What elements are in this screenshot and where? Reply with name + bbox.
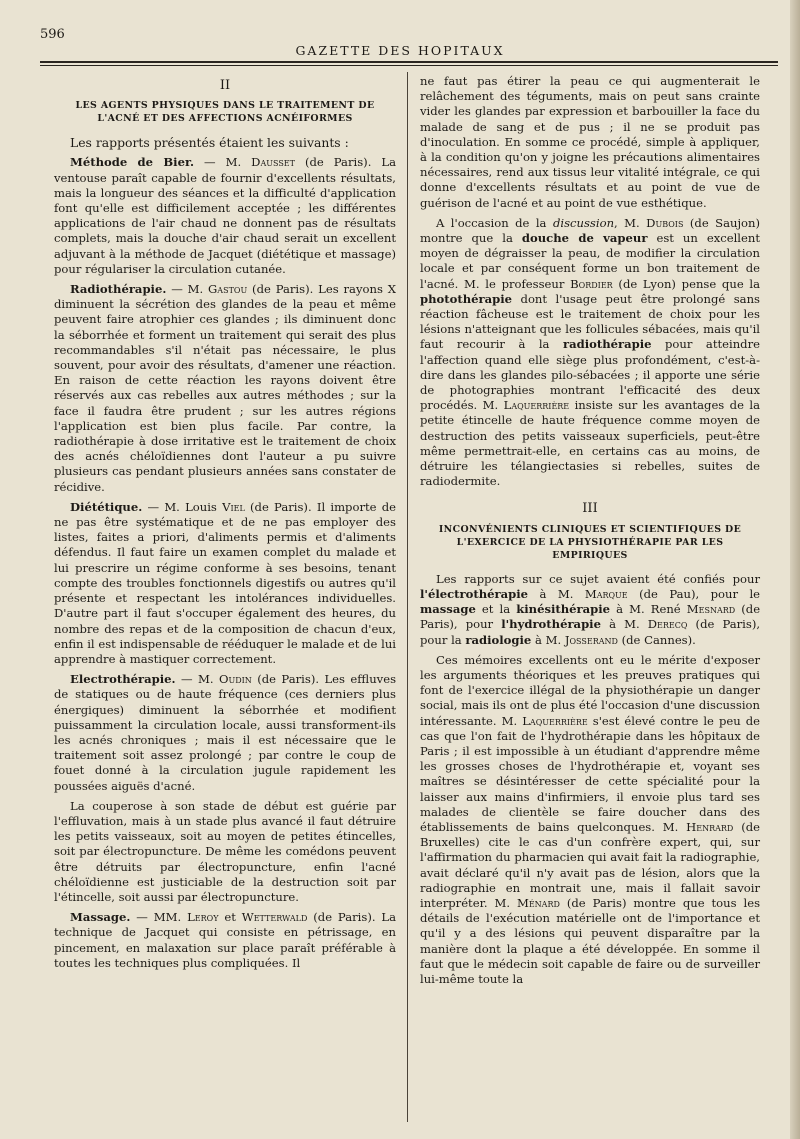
left-column	[54, 74, 396, 976]
text: , M.	[614, 215, 640, 230]
place: (de Paris).	[252, 282, 314, 297]
text: (de Paris), pour la	[420, 617, 761, 647]
author-dubois: Dubois	[646, 215, 684, 230]
paragraph-rapports	[420, 572, 760, 648]
keyword-phototherapie: photothérapie	[420, 291, 513, 306]
text: (de Lyon) pense que la	[618, 276, 761, 291]
body-text: La technique de Jacquet qui consiste en pétrissage, en pincement, en malaxation sur place paraît préférable à toutes les techniques plus compliquées. Il	[54, 910, 397, 970]
keyword-massage: massage	[420, 602, 476, 617]
section-title: INCONVÉNIENTS CLINIQUES ET SCIENTIFIQUES DE L'EXERCICE DE LA PHYSIOTHÉRAPIE PAR LES EMPIRIQUES	[438, 523, 742, 561]
paragraph-continued: ne faut pas étirer la peau ce qui augmenterait le relâchement des téguments, mais on peut sans crainte vider les glandes par expression et barbouiller la face du malade de sang et de pus ; il ne se produit pas d'inoculation. En somme ce procédé, simple à appliquer, à la condition qu'on y joigne les précautions alimentaires nécessaires, rend aux tissus leur vitalité intégrale, ce qui donne d'excellents résultats et au point de vue de guérison de l'acné et au point de vue esthétique.	[420, 74, 760, 210]
author-prefix: M. Louis	[164, 499, 217, 514]
text: (de Bruxelles) cite le cas d'un confrère expert, qui, sur l'affirmation du pharmacien qui avait fait la radiographie, avait déclaré qu'il n'y avait pas de lésion, alors que la radiographie en montrait une, mais il fallait savoir interpréter. M.	[420, 819, 760, 910]
text: à M.	[534, 632, 562, 647]
author-oudin: Oudin	[218, 672, 252, 687]
paragraph-bier: Méthode de Bier. — M. Dausset (de Paris). La ventouse paraît capable de fournir d'excellents résultats, mais la longueur des séances et la difficulté d'application font qu'elle est difficilement acceptée ; les différentes applications de l'air chaud ne donnent pas de résultats complets, mais la douche d'air chaud serait un excellent adjuvant à la méthode de Jacquet (diététique et massage) pour régulariser la circulation cutanée.	[54, 155, 397, 276]
author-josserand: Josserand	[564, 632, 618, 647]
author-henrard: Henrard	[686, 819, 734, 834]
author-wetterwald: Wetterwald	[241, 910, 308, 925]
right-column	[420, 74, 760, 992]
text: dont l'usage peut être prolongé sans réaction fâcheuse est le traitement de choix pour les lésions n'atteignant que les follicules sébacées, mais qu'il faut recourir à la	[420, 291, 761, 352]
author-laquerriere: Laquerrière	[503, 398, 570, 413]
author-marque: Marque	[584, 586, 628, 601]
place: (de Paris).	[250, 499, 312, 514]
heading-massage: Massage.	[70, 910, 131, 925]
section-title: LES AGENTS PHYSIQUES DANS LE TRAITEMENT DE L'ACNÉ ET DES AFFECTIONS ACNÉIFORMES	[75, 100, 375, 125]
text: s'est élevé contre le peu de cas que l'on fait de l'hydrothérapie dans les hôpitaux de Paris ; il est impossible à un étudiant d'apprendre même les grosses choses de l'hydrothérapie et, voyant ses maîtres se désintéresser de cette spécialité pour la laisser aux mains d'infirmiers, il envoie plus tard ses malades de clientèle se faire doucher dans des établissements de bains quelconques. M.	[420, 713, 761, 834]
paragraph-radiotherapie: Radiothérapie. — M. Gastou (de Paris). Les rayons X diminuent la sécrétion des glandes de la peau et même peuvent faire atrophier ces glandes ; ils diminuent donc la séborrhée et forment un traitement qui serait des plus recommandables s'il n'était pas nécessaire, le plus souvent, pour avoir des résultats, d'amener une réaction. En raison de cette réaction les rayons doivent être réservés aux cas rebelles aux autres méthodes ; sur la face il faudra être prudent ; sur les autres régions l'application est bien plus facile. Par contre, la radiothérapie à dose irritative est le traitement de choix des acnés chéloïdiennes dont l'auteur a pu suivre plusieurs cas pendant plusieurs années sans constater de récidive.	[54, 282, 396, 494]
author-derecq: Derecq	[647, 617, 688, 632]
section-number: II	[219, 78, 231, 93]
body-text: Les effluves de statiques ou de haute fréquence (ces derniers plus énergiques) diminuent la séborrhée et modifient puissamment la circulation locale, aussi transforment-ils les acnés chroniques ; mais il est nécessaire que le traitement soit assez prolongé ; par contre le coup de fouet donné à la circulation jugule rapidement les poussées aiguës d'acné.	[54, 672, 397, 793]
paragraph-dietetique: Diététique. — M. Louis Viel (de Paris). Il importe de ne pas être systématique et de ne pas employer des listes, faites a priori, d'aliments permis et d'aliments défendus. Il faut faire un examen complet du malade et lui prescrire un régime conforme à ses besoins, tenant compte des troubles fonctionnels digestifs ou autres qu'il présente et respectant les intolérances individuelles. D'autre part il faut s'occuper également des heures, du nombre des repas et de la composition de chacun d'eux, enfin il est indispensable de rééduquer le malade et de lui apprendre à mastiquer correctement.	[54, 499, 397, 666]
keyword-kinesitherapie: kinésithérapie	[516, 602, 611, 617]
text: est un excellent moyen de dégraisser la peau, de modifier la circulation locale et par conséquent forme un bon traitement de l'acné. M. le professeur	[420, 231, 761, 291]
keyword-douche: douche de vapeur	[521, 231, 648, 246]
author-dausset: Dausset	[251, 155, 295, 170]
paragraph-electrotherapie: Electrothérapie. — M. Oudin (de Paris). Les effluves de statiques ou de haute fréquence (ces derniers plus énergiques) diminuent la séborrhée et modifient puissamment la circulation locale, aussi transforment-ils les acnés chroniques ; mais il est nécessaire que le traitement soit assez prolongé ; par contre le coup de fouet donné à la circulation jugule rapidement les poussées aiguës d'acné.	[54, 672, 397, 793]
author-leroy: Leroy	[187, 910, 219, 925]
section-number: III	[582, 501, 598, 517]
author-menard: Ménard	[516, 895, 560, 910]
place: (de Paris).	[304, 155, 372, 170]
page-edge	[790, 0, 800, 1139]
text: (de Saujon) montre que la	[420, 215, 761, 246]
paragraph-intro: Les rapports présentés étaient les suivants :	[70, 135, 349, 151]
body-text: Les rayons X diminuent la sécrétion des glandes de la peau et même peuvent faire atrophier ces glandes ; ils diminuent donc la séborrhée et forment un traitement qui serait des plus recommandables s'il n'était pas nécessaire, le plus souvent, pour avoir des résultats, d'amener une réaction. En raison de cette réaction les rayons doivent être réservés aux cas rebelles aux autres méthodes ; sur la face il faudra être prudent ; sur les autres régions l'application est bien plus facile. Par contre, la radiothérapie à dose irritative est le traitement de choix des acnés chéloïdiennes dont l'auteur a pu suivre plusieurs cas pendant plusieurs années sans constater de récidive.	[54, 282, 396, 494]
heading-radiotherapie: Radiothérapie.	[70, 282, 167, 297]
paragraph-massage: Massage. — MM. Leroy et Wetterwald (de Paris). La technique de Jacquet qui consiste en pétrissage, en pincement, en malaxation sur place paraît préférable à toutes les techniques plus compliquées. Il	[54, 910, 397, 970]
text: (de Pau), pour le	[639, 586, 761, 601]
heading-electrotherapie: Electrothérapie.	[70, 672, 176, 687]
author-gastou: Gastou	[208, 282, 248, 297]
place: (de Paris).	[257, 672, 320, 687]
column-divider	[407, 72, 408, 1122]
author-prefix: MM.	[153, 910, 182, 925]
text: Ces mémoires excellents ont eu le mérite d'exposer les arguments théoriques et les preuves pratiques qui font de l'exercice illégal de la physiothérapie un danger social, mais ils ont de plus été l'occasion d'une discussion intéressante. M.	[420, 652, 760, 728]
conjunction: et	[224, 910, 236, 925]
text: (de Cannes).	[621, 632, 696, 647]
text: et la	[481, 602, 511, 617]
text: pour atteindre l'affection quand elle siège plus profondément, c'est-à-dire dans les glandes pilo-sébacées ; il apporte une série de photographies montrant l'efficacité des deux procédés. M.	[420, 337, 761, 413]
text: à M.	[609, 617, 640, 632]
heading-bier: Méthode de Bier.	[70, 155, 195, 170]
author-laquerriere: Laquerrière	[522, 713, 588, 728]
keyword-electrotherapie: l'électrothérapie	[420, 586, 529, 601]
text: à M.	[539, 586, 574, 601]
paragraph-memoires	[420, 653, 760, 987]
author-bordier: Bordier	[570, 276, 613, 291]
paragraph-couperose: La couperose à son stade de début est guérie par l'effluvation, mais à un stade plus avancé il faut détruire les petits vaisseaux, soit au moyen de petites étincelles, soit par électropuncture. De même les comédons peuvent être détruits par électropuncture, enfin l'acné chéloïdienne est justiciable de la destruction soit par l'étincelle, soit aussi par électropuncture.	[54, 798, 396, 904]
page-number: 596	[40, 27, 65, 42]
heading-dietetique: Diététique.	[70, 499, 143, 514]
text: A l'occasion de la	[436, 215, 547, 230]
text: (de Paris) montre que tous les détails de l'exécution matérielle ont de l'importance et qu'il y a des lésions qui peuvent disparaître par la manière dont la plaque a été développée. En somme il faut que le médecin soit capable de faire ou de surveiller lui-même toute la	[420, 895, 761, 986]
header-rule-thin	[40, 65, 778, 66]
text: Les rapports sur ce sujet avaient été confiés pour	[436, 571, 760, 586]
body-text: Il importe de ne pas être systématique et de ne pas employer des listes, faites a priori, d'aliments permis et d'aliments défendus. Il faut faire un examen complet du malade et lui prescrire un régime conforme à ses besoins, tenant compte des troubles fonctionnels digestifs ou autres qu'il présente et respectant les intolérances individuelles. D'autre part il faut s'occuper également des heures, du nombre des repas et de la composition de chacun d'eux, enfin il est indispensable de rééduquer le malade et de lui apprendre à mastiquer correctement.	[54, 499, 397, 666]
author-mesnard: Mesnard	[686, 602, 736, 617]
running-header: GAZETTE DES HOPITAUX	[295, 43, 505, 58]
keyword-radiotherapie: radiothérapie	[562, 337, 652, 352]
text: insiste sur les avantages de la petite étincelle de haute fréquence comme moyen de destruction des petits vaisseaux superficiels, peut-être même permettrait-elle, en certains cas au moins, de détruire les télangiectasies si rebelles, suites de radiodermite.	[420, 398, 760, 489]
author-viel: Viel	[222, 499, 245, 514]
keyword-radiologie: radiologie	[465, 632, 532, 647]
header-rule	[40, 61, 778, 63]
body-text: La ventouse paraît capable de fournir d'excellents résultats, mais la longueur des séances et la difficulté d'application font qu'elle est difficilement acceptée ; les différentes applications de l'air chaud ne donnent pas de résultats complets, mais la douche d'air chaud serait un excellent adjuvant à la méthode de Jacquet (diététique et massage) pour régulariser la circulation cutanée.	[54, 155, 397, 276]
text: à M. René	[616, 602, 681, 617]
text: (de Paris), pour	[420, 602, 761, 632]
keyword-hydrotherapie: l'hydrothérapie	[501, 617, 601, 632]
paragraph-discussion	[420, 216, 760, 490]
discussion-label: discussion	[552, 215, 615, 230]
place: (de Paris).	[313, 910, 376, 925]
